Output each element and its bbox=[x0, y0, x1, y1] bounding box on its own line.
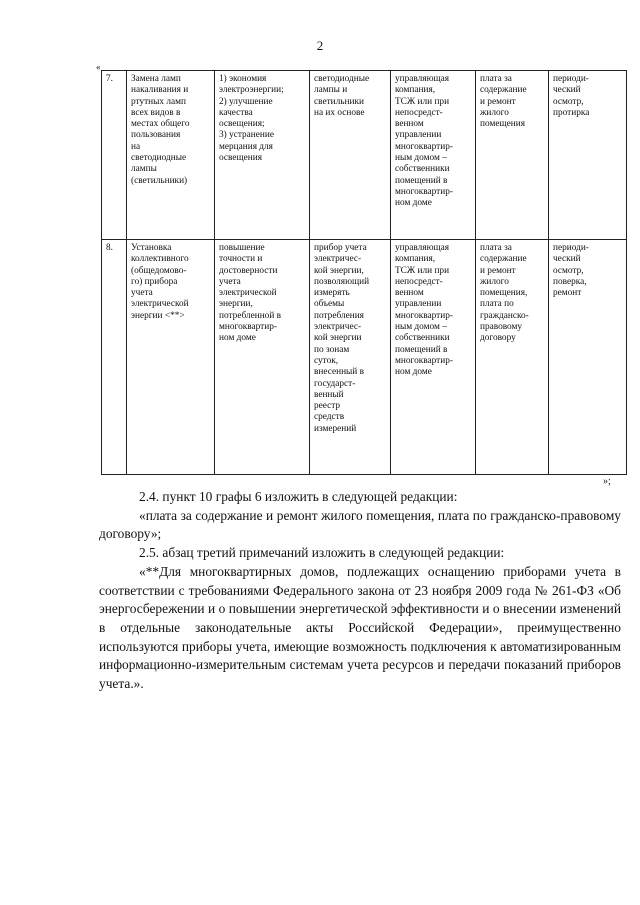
table-row bbox=[102, 71, 627, 240]
measure-name-cell: Замена ламп накаливания и ртутных ламп всех видов в местах общего пользования на светодиодные лампы (светильники) bbox=[127, 71, 215, 240]
equipment-cell: прибор учета электричес- кой энергии, позволяющий измерять объемы потребления электричес- кой энергии по зонам суток, внесенный в государст- венный реестр средств измерений bbox=[310, 240, 391, 475]
effect-cell: повышение точности и достоверности учета электрической энергии, потребленной в многоквартир- ном доме bbox=[215, 240, 310, 475]
maintenance-cell: периоди- ческий осмотр, протирка bbox=[549, 71, 627, 240]
table-row bbox=[102, 240, 627, 475]
paragraph-2-4-quote: «плата за содержание и ремонт жилого помещения, плата по гражданско-правовому договору»; bbox=[99, 507, 621, 542]
amendment-text bbox=[99, 488, 621, 694]
funding-cell: плата за содержание и ремонт жилого помещения bbox=[476, 71, 549, 240]
measures-table bbox=[101, 70, 627, 475]
page-number: 2 bbox=[316, 38, 324, 53]
row-number-cell: 8. bbox=[102, 240, 127, 475]
effect-cell: 1) экономия электроэнергии; 2) улучшение качества освещения; 3) устранение мерцания для освещения bbox=[215, 71, 310, 240]
row-number-cell: 7. bbox=[102, 71, 127, 240]
opening-quote-mark: « bbox=[96, 62, 101, 72]
paragraph-2-5: 2.5. абзац третий примечаний изложить в следующей редакции: bbox=[139, 545, 505, 561]
closing-quote-mark: »; bbox=[603, 476, 611, 487]
measure-name-cell: Установка коллективного (общедомово- го) прибора учета электрической энергии <**> bbox=[127, 240, 215, 475]
paragraph-2-5-quote: «**Для многоквартирных домов, подлежащих оснащению приборами учета в соответствии с требованиями Федерального закона от 23 ноября 2009 года № 261-ФЗ «Об энергосбережении и о повышении энергетической эффективности и о внесении изменений в отдельные законодательные акты Российской Федерации», преимущественно используются приборы учета, имеющие возможность подключения к автоматизированным информационно-измерительным системам учета ресурсов и передачи показаний приборов учета.». bbox=[99, 563, 621, 692]
maintenance-cell: периоди- ческий осмотр, поверка, ремонт bbox=[549, 240, 627, 475]
funding-cell: плата за содержание и ремонт жилого помещения, плата по гражданско- правовому договору bbox=[476, 240, 549, 475]
responsible-cell: управляющая компания, ТСЖ или при непосредст- венном управлении многоквартир- ным домом – собственники помещений в многоквартир- ном доме bbox=[391, 71, 476, 240]
equipment-cell: светодиодные лампы и светильники на их основе bbox=[310, 71, 391, 240]
paragraph-2-4: 2.4. пункт 10 графы 6 изложить в следующей редакции: bbox=[139, 489, 458, 504]
responsible-cell: управляющая компания, ТСЖ или при непосредст- венном управлении многоквартир- ным домом – собственники помещений в многоквартир- ном доме bbox=[391, 240, 476, 475]
